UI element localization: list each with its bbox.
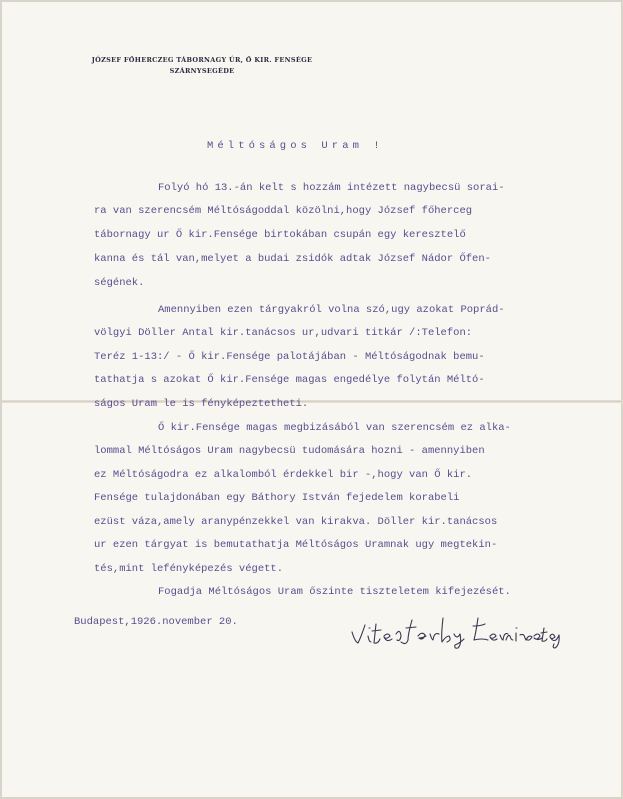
body-line: ez Méltóságodra ez alkalomból érdekkel bir -,hogy van Ő kir.: [94, 469, 473, 481]
body-line: ur ezen tárgyat is bemutathatja Méltóságos Uramnak ugy megtekin-: [94, 539, 498, 551]
body-line: Fogadja Méltóságos Uram őszinte tiszteletem kifejezését.: [158, 586, 511, 598]
body-line: ra van szerencsém Méltóságoddal közölni,hogy József főherceg: [94, 205, 473, 217]
body-line: ságos Uram le is fényképeztetheti.: [94, 398, 309, 410]
body-line: tés,mint lefényképezés végett.: [94, 563, 284, 575]
body-line: Ő kir.Fensége magas megbizásából van szerencsém ez alka-: [158, 422, 511, 434]
body-line: ezüst váza,amely aranypénzekkel van kirakva. Döller kir.tanácsos: [94, 516, 498, 528]
body-line: Folyó hó 13.-án kelt s hozzám intézett nagybecsü sorai-: [158, 182, 505, 194]
handwritten-signature: [348, 614, 573, 650]
body-line: kanna és tál van,melyet a budai zsidók adtak József Nádor Őfen-: [94, 253, 491, 265]
letterhead: [52, 55, 352, 77]
body-line: Amennyiben ezen tárgyakról volna szó,ugy azokat Poprád-: [158, 304, 505, 316]
body-line: Teréz 1-13:/ - Ő kir.Fensége palotájában - Méltóságodnak bemu-: [94, 351, 485, 363]
body-line: tathatja s azokat Ő kir.Fensége magas engedélye folytán Méltó-: [94, 374, 485, 386]
date-line: Budapest,1926.november 20.: [74, 616, 238, 628]
body-line: Fensége tulajdonában egy Báthory István fejedelem korabeli: [94, 492, 460, 504]
letterhead-line-1: JÓZSEF FŐHERCZEG TÁBORNAGY ÚR, Ő KIR. FENSÉGE: [91, 56, 313, 64]
letterhead-line-2: SZÁRNYSEGÉDE: [169, 67, 235, 75]
salutation: Méltóságos Uram !: [207, 140, 384, 152]
body-line: lommal Méltóságos Uram nagybecsü tudomására hozni - amennyiben: [94, 445, 485, 457]
body-line: tábornagy ur Ő kir.Fensége birtokában csupán egy keresztelő: [94, 229, 466, 241]
body-line: völgyi Döller Antal kir.tanácsos ur,udvari titkár /:Telefon:: [94, 327, 473, 339]
body-line: ségének.: [94, 277, 145, 289]
